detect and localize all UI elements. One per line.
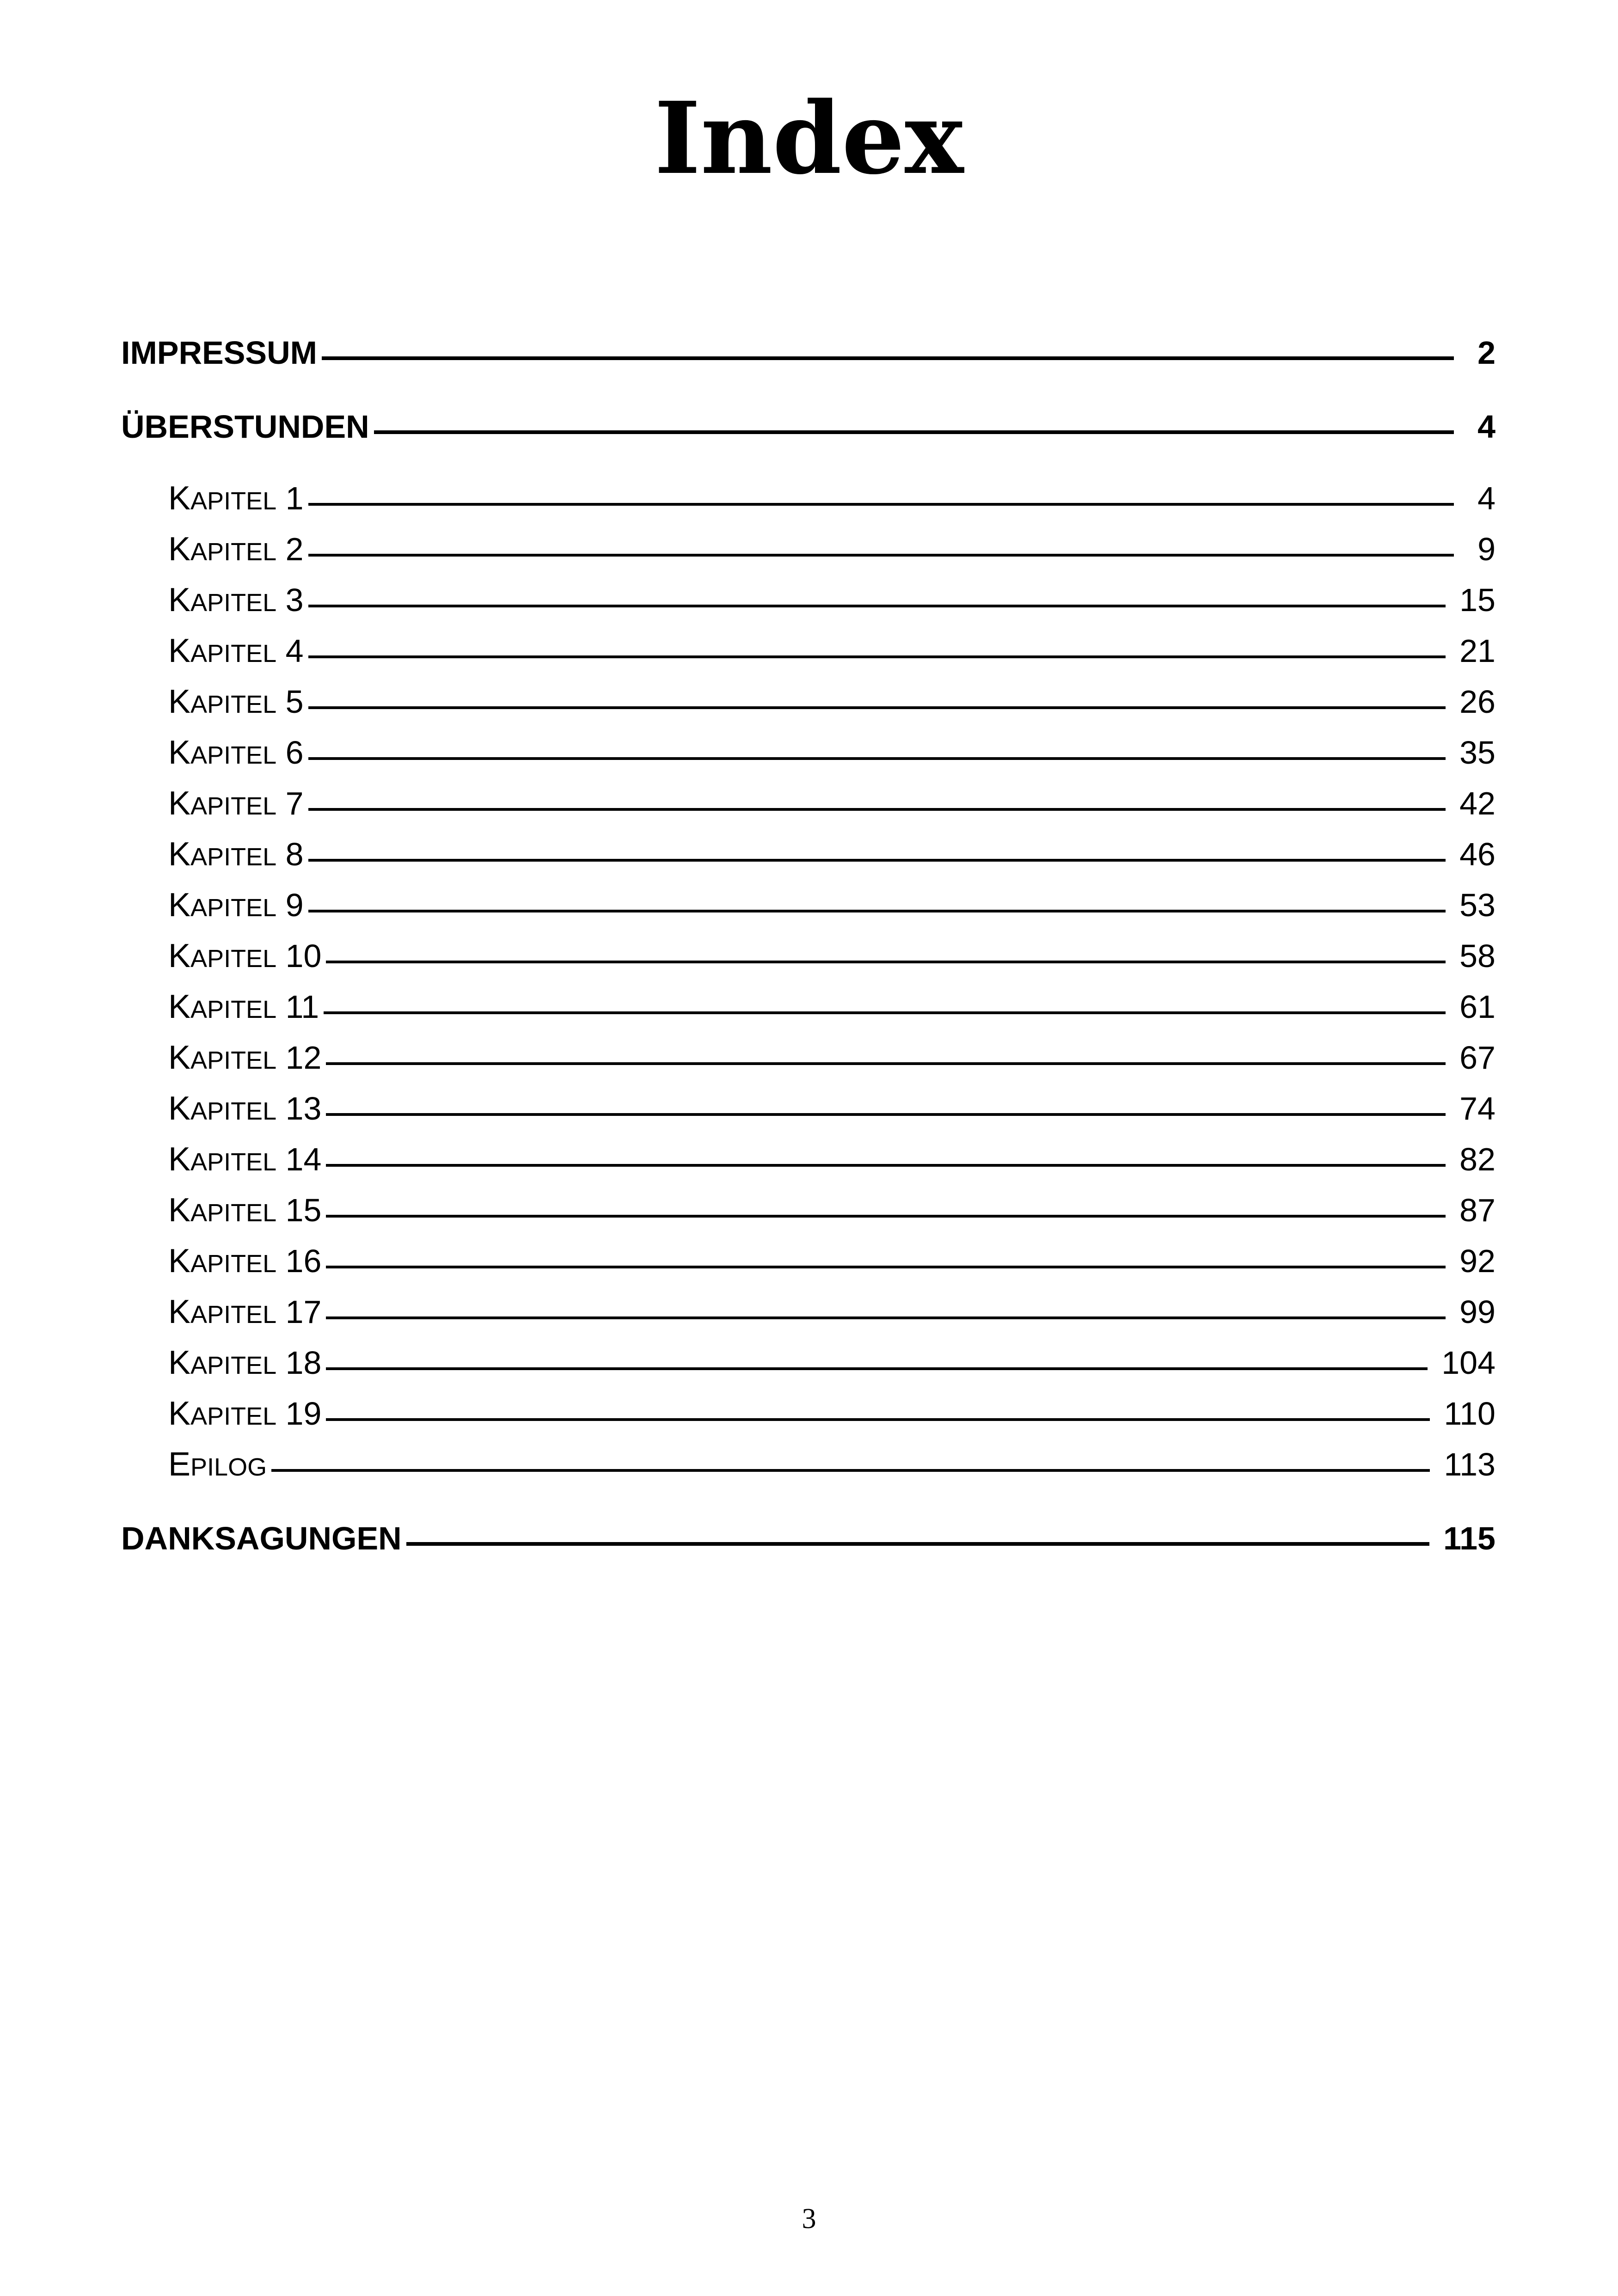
toc-entry-number: 14 [285, 1141, 322, 1177]
toc-entry-label [168, 1035, 321, 1083]
toc-page-number: 4 [1477, 480, 1495, 516]
toc-page-number: 61 [1459, 989, 1495, 1025]
toc-leader-line [326, 1367, 1428, 1370]
toc-entry-number: 10 [285, 938, 322, 974]
toc-entry-number: 9 [285, 887, 304, 923]
toc-leader-line [374, 430, 1454, 434]
toc-leader-line [326, 1316, 1446, 1319]
toc-entry-number: 15 [285, 1192, 322, 1228]
toc-page-number: 74 [1459, 1090, 1495, 1127]
toc-entry-title-smallcaps: APITEL [190, 1402, 277, 1430]
toc-page-number: 67 [1459, 1040, 1495, 1076]
toc-entry-title-smallcaps: APITEL [190, 945, 277, 973]
page-number: 3 [802, 2203, 816, 2235]
toc-entry-title: E [168, 1446, 191, 1483]
toc-entry-label [168, 527, 304, 574]
toc-entry-title: K [168, 531, 191, 568]
toc-chapter-entry[interactable] [168, 476, 1495, 520]
toc-entry-number: 6 [285, 735, 304, 771]
toc-page-number: 58 [1459, 938, 1495, 974]
toc-entry-title-smallcaps: APITEL [190, 589, 277, 617]
toc-page-number: 82 [1459, 1141, 1495, 1177]
toc-entry-number: 18 [285, 1345, 322, 1381]
toc-entry-label [168, 1137, 321, 1184]
page-title: Index [654, 80, 964, 196]
toc-chapter-entry[interactable] [168, 680, 1495, 724]
toc-entry-label [121, 404, 369, 449]
toc-page-number: 113 [1444, 1446, 1495, 1482]
toc-leader-line [322, 356, 1454, 360]
toc-entry-label [168, 1442, 267, 1489]
toc-chapter-entry[interactable] [168, 1035, 1495, 1080]
toc-entry-title: K [168, 1293, 191, 1330]
toc-entry-title-smallcaps: APITEL [190, 1148, 277, 1176]
toc-entry-title-smallcaps: PILOG [190, 1453, 267, 1481]
toc-entry-title: K [168, 582, 191, 618]
toc-entry-title: K [168, 1395, 191, 1432]
toc-entry-title-smallcaps: APITEL [190, 1097, 277, 1125]
toc-entry-title-smallcaps: APITEL [190, 1301, 277, 1329]
toc-chapter-entry[interactable] [168, 1442, 1495, 1487]
toc-entry-title: IMPRESSUM [121, 335, 317, 371]
toc-leader-line [308, 757, 1446, 760]
toc-entry-title-smallcaps: APITEL [190, 640, 277, 667]
toc-page-number: 21 [1459, 633, 1495, 669]
toc-entry-title: K [168, 937, 191, 974]
toc-entry-title: K [168, 785, 191, 822]
toc-entry-label [168, 883, 304, 930]
toc-entry-title-smallcaps: APITEL [190, 792, 277, 820]
toc-page-number: 46 [1459, 836, 1495, 872]
toc-entry-title: K [168, 1141, 191, 1178]
toc-chapter-entry[interactable] [168, 1188, 1495, 1232]
toc-chapter-entry[interactable] [168, 1239, 1495, 1283]
toc-entry-title: DANKSAGUNGEN [121, 1520, 402, 1556]
toc-entry-label [168, 629, 304, 676]
toc-chapter-entry[interactable] [168, 629, 1495, 673]
toc-leader-line [326, 1062, 1446, 1065]
toc-entry-label [168, 1086, 321, 1133]
toc-page-number: 26 [1459, 684, 1495, 720]
toc-entry-label [168, 781, 304, 828]
toc-leader-line [308, 910, 1446, 912]
toc-page-number: 87 [1459, 1192, 1495, 1228]
toc-page-number: 99 [1459, 1294, 1495, 1330]
toc-leader-line [326, 1215, 1446, 1218]
toc-entry-title: K [168, 734, 191, 771]
toc-page-number: 92 [1459, 1243, 1495, 1279]
toc-entry-title-smallcaps: APITEL [190, 843, 277, 871]
toc-entry-number: 1 [285, 480, 304, 516]
toc-page-number: 53 [1459, 887, 1495, 923]
toc-entry-label [168, 730, 304, 778]
toc-leader-line [308, 655, 1446, 658]
toc-part-entry[interactable] [121, 1516, 1495, 1561]
toc-page-number: 42 [1459, 785, 1495, 821]
toc-leader-line [308, 859, 1446, 862]
toc-part-entry[interactable] [121, 331, 1495, 375]
toc-entry-label [168, 1290, 321, 1337]
toc-chapter-entry[interactable] [168, 730, 1495, 775]
toc-page-number: 4 [1477, 409, 1495, 445]
toc-page-number: 104 [1441, 1345, 1495, 1381]
toc-entry-title: K [168, 683, 191, 720]
toc-chapter-entry[interactable] [168, 934, 1495, 978]
toc-entry-number: 13 [285, 1090, 322, 1127]
toc-entry-label [168, 476, 304, 523]
toc-chapter-entry[interactable] [168, 1341, 1495, 1385]
toc-entry-title: K [168, 480, 191, 517]
toc-entry-number: 12 [285, 1040, 322, 1076]
toc-entry-title: K [168, 1039, 191, 1076]
toc-leader-line [326, 1266, 1446, 1268]
toc-entry-number: 19 [285, 1396, 322, 1432]
toc-entry-title-smallcaps: APITEL [190, 996, 277, 1023]
toc-entry-number: 3 [285, 582, 304, 618]
toc-entry-title-smallcaps: APITEL [190, 894, 277, 922]
toc-leader-line [326, 961, 1446, 963]
toc-page-number: 110 [1444, 1396, 1495, 1432]
toc-entry-title-smallcaps: APITEL [190, 1250, 277, 1278]
toc-entry-number: 11 [285, 989, 319, 1025]
toc-leader-line [308, 605, 1446, 607]
toc-chapter-entry[interactable] [168, 527, 1495, 571]
toc-leader-line [326, 1164, 1446, 1167]
toc-entry-title-smallcaps: APITEL [190, 1047, 277, 1074]
toc-chapter-entry[interactable] [168, 832, 1495, 876]
toc-chapter-entry[interactable] [168, 1290, 1495, 1334]
toc-entry-title: K [168, 1344, 191, 1381]
toc-leader-line [308, 554, 1454, 557]
toc-entry-title: K [168, 1192, 191, 1229]
toc-entry-label [168, 1341, 321, 1388]
toc-entry-title: K [168, 632, 191, 669]
toc-page-number: 35 [1459, 735, 1495, 771]
toc-entry-label [121, 1516, 402, 1561]
toc-chapter-entry[interactable] [168, 985, 1495, 1029]
toc-leader-line [406, 1542, 1429, 1546]
toc-leader-line [308, 706, 1446, 709]
toc-entry-title: ÜBERSTUNDEN [121, 409, 369, 445]
toc-leader-line [271, 1469, 1430, 1472]
toc-entry-title-smallcaps: APITEL [190, 1352, 277, 1379]
toc-page-number: 9 [1477, 531, 1495, 567]
toc-entry-label [121, 331, 317, 375]
toc-chapter-entry[interactable] [168, 781, 1495, 826]
toc-page-number: 15 [1459, 582, 1495, 618]
toc-entry-label [168, 680, 304, 727]
toc-entry-number: 16 [285, 1243, 322, 1279]
toc-chapter-entry[interactable] [168, 1137, 1495, 1182]
toc-page-number: 2 [1477, 335, 1495, 371]
toc-entry-number: 17 [285, 1294, 322, 1330]
toc-entry-title-smallcaps: APITEL [190, 538, 277, 566]
toc-entry-number: 4 [285, 633, 304, 669]
toc-entry-title: K [168, 1243, 191, 1280]
toc-entry-title: K [168, 1090, 191, 1127]
toc-entry-title-smallcaps: APITEL [190, 487, 277, 515]
toc-leader-line [326, 1113, 1446, 1116]
toc-entry-label [168, 1239, 321, 1286]
toc-entry-title: K [168, 836, 191, 873]
toc-entry-title-smallcaps: APITEL [190, 1199, 277, 1227]
toc-entry-label [168, 1391, 321, 1439]
toc-entry-number: 5 [285, 684, 304, 720]
toc-entry-label [168, 934, 321, 981]
toc-part-entry[interactable] [121, 404, 1495, 449]
toc-entry-label [168, 578, 304, 625]
toc-entry-title: K [168, 988, 191, 1025]
toc-chapter-entry[interactable] [168, 1086, 1495, 1131]
toc-entry-label [168, 832, 304, 879]
toc-entry-title-smallcaps: APITEL [190, 741, 277, 769]
toc-chapter-entry[interactable] [168, 883, 1495, 927]
toc-entry-label [168, 985, 319, 1032]
toc-chapter-entry[interactable] [168, 578, 1495, 622]
toc-leader-line [308, 808, 1446, 811]
toc-entry-title-smallcaps: APITEL [190, 691, 277, 718]
toc-leader-line [308, 503, 1454, 506]
toc-entry-label [168, 1188, 321, 1235]
toc-chapter-entry[interactable] [168, 1391, 1495, 1436]
toc-page-number: 115 [1443, 1520, 1495, 1556]
toc-leader-line [324, 1011, 1446, 1014]
toc-leader-line [326, 1418, 1430, 1421]
toc-entry-number: 8 [285, 836, 304, 872]
toc-entry-title: K [168, 887, 191, 924]
toc-entry-number: 2 [285, 531, 304, 567]
toc-entry-number: 7 [285, 785, 304, 821]
